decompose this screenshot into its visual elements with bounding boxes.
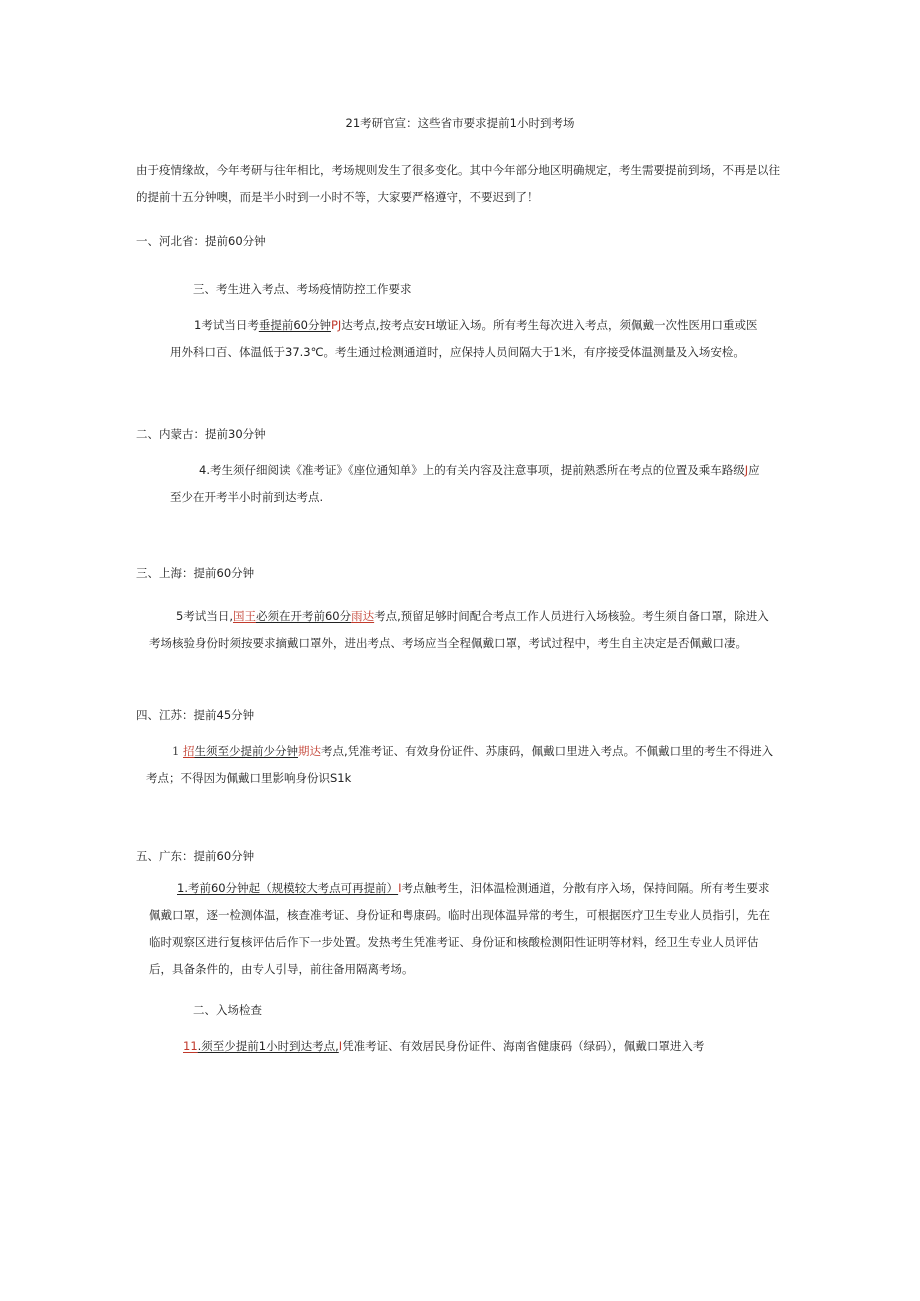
subheading-exam-requirements: 三、考生进入考点、考场疫情防控工作要求 xyxy=(193,282,412,296)
intro-line-1: 由于疫情缘故，今年考研与往年相比，考场规则发生了很多变化。其中今年部分地区明确规定，考生需要提前到场，不再是以往 xyxy=(136,163,780,177)
section-heading-neimenggu: 二、内蒙古：提前30分钟 xyxy=(136,427,266,441)
section-heading-hebei: 一、河北省：提前60分钟 xyxy=(136,234,266,248)
intro-paragraph xyxy=(136,157,780,211)
subheading-entry-check: 二、入场检查 xyxy=(193,1003,262,1017)
paragraph-shanghai xyxy=(149,603,769,657)
paragraph-line: 考场核验身份时须按要求摘戴口罩外，进出考点、考场应当全程佩戴口罩，考试过程中，考生自主决定是否佩戴口凄。 xyxy=(149,636,747,650)
paragraph-line: 佩戴口罩，逐一检测体温，核查准考证、身份证和粤康码。临时出现体温异常的考生，可根据医疗卫生专业人员指引，先在 xyxy=(149,908,770,922)
paragraph-line: 4.考生须仔细阅读《准考证》《座位通知单》上的有关内容及注意事项，提前熟悉所在考点的位置及乘车路级J应 xyxy=(199,463,760,477)
paragraph-neimenggu xyxy=(170,457,760,511)
paragraph-line: 用外科口百、体温低于37.3℃。考生通过检测通道时，应保持人员间隔大于1米，有序接受体温测量及入场安检。 xyxy=(170,345,745,359)
paragraph-hebei xyxy=(170,312,757,366)
paragraph-guangdong xyxy=(149,875,770,983)
section-heading-jiangsu: 四、江苏：提前45分钟 xyxy=(136,708,255,722)
paragraph-line: 11.须至少提前1小时到达考点,I凭准考证、有效居民身份证件、海南省健康码（绿码），佩戴口罩进入考 xyxy=(183,1039,705,1053)
section-heading-shanghai: 三、上海：提前60分钟 xyxy=(136,566,255,580)
paragraph-line: 1.考前60分钟起（规模较大考点可再提前）I考点触考生，汨体温检测通道，分散有序入场，保持间隔。所有考生要求 xyxy=(177,881,770,895)
paragraph-line: 1考试当日考垂提前60分钟PJ达考点,按考点安H墩证入场。所有考生每次进入考点，须佩戴一次性医用口重或医 xyxy=(194,318,758,332)
paragraph-line: 5考试当日,国王必须在开考前60分雨达考点,预留足够时间配合考点工作人员进行入场核验。考生须自备口罩，除进入 xyxy=(176,609,769,623)
paragraph-line: 考点；不得因为佩戴口里影响身份识S1k xyxy=(146,771,352,785)
paragraph-line: 后，具备条件的，由专人引导，前往备用隔离考场。 xyxy=(149,962,414,976)
paragraph-hainan xyxy=(183,1033,704,1060)
paragraph-line: 1 招生须至少提前少分钟期达考点,凭准考证、有效身份证件、苏康码，佩戴口里进入考点。不佩戴口里的考生不得进入 xyxy=(172,744,774,758)
intro-line-2: 的提前十五分钟噢，而是半小时到一小时不等，大家要严格遵守，不要迟到了！ xyxy=(136,190,539,204)
page-title: 21考研官宣：这些省市要求提前1小时到考场 xyxy=(345,116,575,130)
paragraph-line: 至少在开考半小时前到达考点. xyxy=(170,490,324,504)
paragraph-line: 临时观察区进行复核评估后作下一步处置。发热考生凭准考证、身份证和核酸检测阳性证明等材料，经卫生专业人员评估 xyxy=(149,935,759,949)
section-heading-guangdong: 五、广东：提前60分钟 xyxy=(136,849,255,863)
paragraph-jiangsu xyxy=(146,738,773,792)
